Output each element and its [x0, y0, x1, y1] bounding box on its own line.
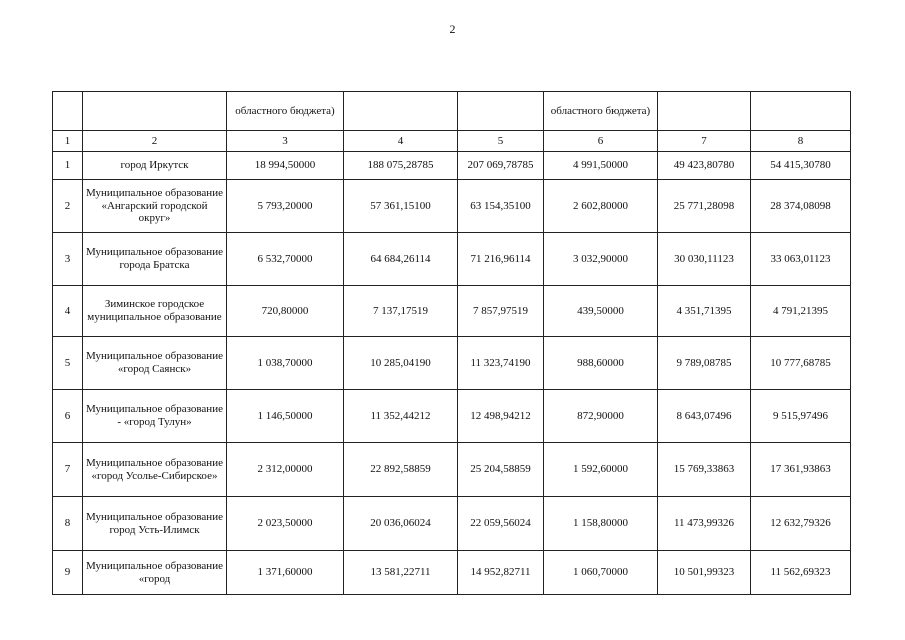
header-cell-2 — [83, 92, 227, 131]
value-cell: 6 532,70000 — [227, 233, 344, 286]
value-cell: 57 361,15100 — [344, 180, 458, 233]
table-row — [53, 152, 851, 180]
header-cell-5 — [458, 92, 544, 131]
table-row — [53, 390, 851, 443]
value-cell: 15 769,33863 — [658, 443, 751, 497]
row-number: 6 — [53, 390, 83, 443]
table-row — [53, 180, 851, 233]
table-row — [53, 443, 851, 497]
page-number: 2 — [449, 22, 456, 36]
value-cell: 1 060,70000 — [544, 551, 658, 595]
municipality-name: Муниципальное образование город Усть-Илимск — [83, 497, 227, 551]
value-cell: 17 361,93863 — [751, 443, 851, 497]
value-cell: 11 473,99326 — [658, 497, 751, 551]
column-number: 8 — [751, 131, 851, 152]
municipality-name: Муниципальное образование города Братска — [83, 233, 227, 286]
column-number: 7 — [658, 131, 751, 152]
row-number: 3 — [53, 233, 83, 286]
municipality-name: Муниципальное образование «город Усолье-Сибирское» — [83, 443, 227, 497]
column-number: 3 — [227, 131, 344, 152]
value-cell: 33 063,01123 — [751, 233, 851, 286]
header-cell-3: областного бюджета) — [227, 92, 344, 131]
value-cell: 720,80000 — [227, 286, 344, 337]
table-row — [53, 286, 851, 337]
value-cell: 11 323,74190 — [458, 337, 544, 390]
header-cell-7 — [658, 92, 751, 131]
value-cell: 25 204,58859 — [458, 443, 544, 497]
row-number: 4 — [53, 286, 83, 337]
value-cell: 12 632,79326 — [751, 497, 851, 551]
column-number-row — [53, 131, 851, 152]
value-cell: 2 312,00000 — [227, 443, 344, 497]
value-cell: 10 501,99323 — [658, 551, 751, 595]
municipality-name: Муниципальное образование «город Саянск» — [83, 337, 227, 390]
value-cell: 1 158,80000 — [544, 497, 658, 551]
header-cell-4 — [344, 92, 458, 131]
value-cell: 63 154,35100 — [458, 180, 544, 233]
value-cell: 4 351,71395 — [658, 286, 751, 337]
table-row — [53, 337, 851, 390]
value-cell: 71 216,96114 — [458, 233, 544, 286]
value-cell: 2 602,80000 — [544, 180, 658, 233]
column-number: 6 — [544, 131, 658, 152]
column-number: 1 — [53, 131, 83, 152]
header-cell-6: областного бюджета) — [544, 92, 658, 131]
row-number: 1 — [53, 152, 83, 180]
value-cell: 207 069,78785 — [458, 152, 544, 180]
value-cell: 1 371,60000 — [227, 551, 344, 595]
municipality-name: Зиминское городское муниципальное образование — [83, 286, 227, 337]
value-cell: 64 684,26114 — [344, 233, 458, 286]
value-cell: 1 592,60000 — [544, 443, 658, 497]
value-cell: 7 857,97519 — [458, 286, 544, 337]
value-cell: 1 146,50000 — [227, 390, 344, 443]
row-number: 7 — [53, 443, 83, 497]
value-cell: 3 032,90000 — [544, 233, 658, 286]
value-cell: 9 789,08785 — [658, 337, 751, 390]
value-cell: 11 562,69323 — [751, 551, 851, 595]
value-cell: 988,60000 — [544, 337, 658, 390]
municipality-name: город Иркутск — [83, 152, 227, 180]
table-row — [53, 551, 851, 595]
value-cell: 7 137,17519 — [344, 286, 458, 337]
value-cell: 439,50000 — [544, 286, 658, 337]
value-cell: 5 793,20000 — [227, 180, 344, 233]
value-cell: 18 994,50000 — [227, 152, 344, 180]
column-number: 2 — [83, 131, 227, 152]
value-cell: 22 059,56024 — [458, 497, 544, 551]
municipality-name: Муниципальное образование «город — [83, 551, 227, 595]
value-cell: 4 991,50000 — [544, 152, 658, 180]
row-number: 9 — [53, 551, 83, 595]
row-number: 8 — [53, 497, 83, 551]
value-cell: 872,90000 — [544, 390, 658, 443]
value-cell: 10 777,68785 — [751, 337, 851, 390]
value-cell: 1 038,70000 — [227, 337, 344, 390]
value-cell: 12 498,94212 — [458, 390, 544, 443]
value-cell: 22 892,58859 — [344, 443, 458, 497]
municipality-name: Муниципальное образование «Ангарский городской округ» — [83, 180, 227, 233]
continued-header-row — [53, 92, 851, 131]
header-cell-8 — [751, 92, 851, 131]
budget-table — [52, 91, 851, 595]
municipality-name: Муниципальное образование - «город Тулун» — [83, 390, 227, 443]
value-cell: 2 023,50000 — [227, 497, 344, 551]
value-cell: 11 352,44212 — [344, 390, 458, 443]
table-row — [53, 233, 851, 286]
value-cell: 13 581,22711 — [344, 551, 458, 595]
value-cell: 188 075,28785 — [344, 152, 458, 180]
value-cell: 25 771,28098 — [658, 180, 751, 233]
value-cell: 20 036,06024 — [344, 497, 458, 551]
value-cell: 10 285,04190 — [344, 337, 458, 390]
value-cell: 14 952,82711 — [458, 551, 544, 595]
column-number: 5 — [458, 131, 544, 152]
header-cell-1 — [53, 92, 83, 131]
value-cell: 28 374,08098 — [751, 180, 851, 233]
table-row — [53, 497, 851, 551]
value-cell: 30 030,11123 — [658, 233, 751, 286]
value-cell: 49 423,80780 — [658, 152, 751, 180]
value-cell: 4 791,21395 — [751, 286, 851, 337]
row-number: 5 — [53, 337, 83, 390]
row-number: 2 — [53, 180, 83, 233]
value-cell: 8 643,07496 — [658, 390, 751, 443]
value-cell: 9 515,97496 — [751, 390, 851, 443]
column-number: 4 — [344, 131, 458, 152]
value-cell: 54 415,30780 — [751, 152, 851, 180]
